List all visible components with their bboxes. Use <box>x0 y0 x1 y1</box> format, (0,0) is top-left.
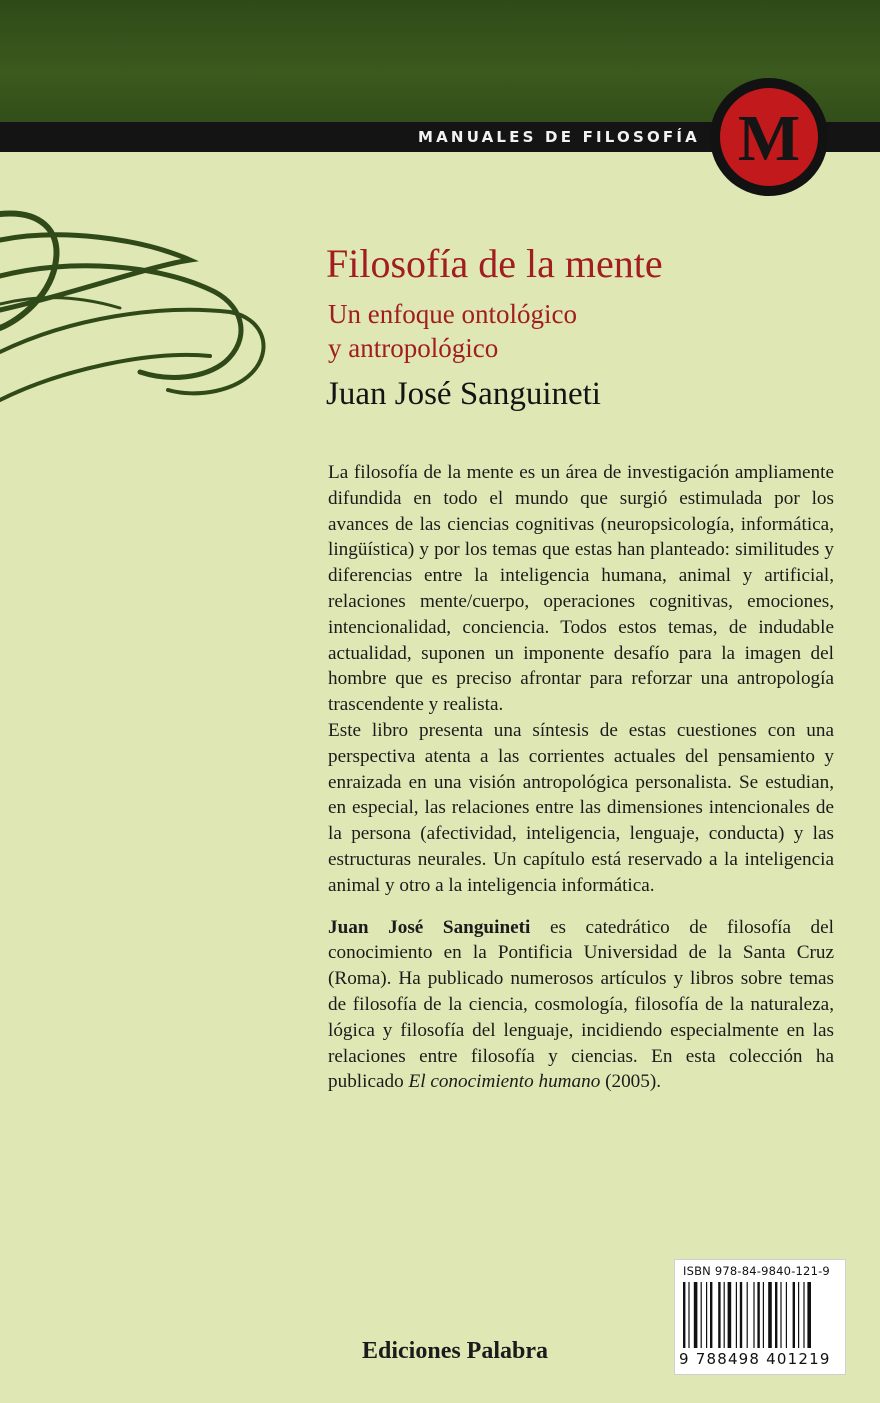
subtitle-line-2: y antropológico <box>328 333 499 363</box>
author-bio <box>328 915 834 1096</box>
publisher-name: Ediciones Palabra <box>362 1338 549 1364</box>
isbn-barcode <box>674 1259 846 1375</box>
book-subtitle <box>328 297 577 365</box>
bio-text: es catedrático de filosofía del conocimiento en la Pontificia Universidad de la Santa Cruz (Roma). Ha publicado numerosos artículos y libros sobre temas de filosofía de la ciencia, cosmología, filosofía de la naturaleza, lógica y filosofía del lenguaje, incidiendo especialmente en las relaciones entre filosofía y ciencias. En esta colección ha publicado <box>328 916 835 1093</box>
logo-letter: M <box>737 102 801 175</box>
blurb-paragraph-2: Este libro presenta una síntesis de estas cuestiones con una perspectiva atenta a las corrientes actuales del pensamiento y enraizada en una visión antropológica personalista. Se estudian, en especial, las relaciones entre las dimensiones intencionales de la persona (afectividad, inteligencia, lenguaje, conducta) y las estructuras neurales. Un capítulo está reservado a la inteligencia animal y otro a la inteligencia informática. <box>328 719 834 896</box>
subtitle-line-1: Un enfoque ontológico <box>328 299 577 329</box>
book-author: Juan José Sanguineti <box>326 376 601 412</box>
series-logo <box>710 78 828 196</box>
bio-author-name: Juan José Sanguineti <box>328 916 531 938</box>
book-blurb <box>328 460 834 1095</box>
logo-red-circle <box>720 88 818 186</box>
blurb-paragraph-1: La filosofía de la mente es un área de investigación ampliamente difundida en todo el mundo que surgió estimulada por los avances de las ciencias cognitivas (neuropsicología, informática, lingüística) y por los temas que estas han planteado: similitudes y diferencias entre la inteligencia humana, animal y artificial, relaciones mente/cuerpo, operaciones cognitivas, emociones, intencionalidad, conciencia. Todos estos temas, de indudable actualidad, suponen un imponente desafío para la imagen del hombre que es preciso afrontar para reforzar una antropología trascendente y realista. <box>328 462 834 716</box>
calligraphic-flourish-icon <box>0 200 280 420</box>
barcode-bars-icon <box>683 1282 837 1348</box>
series-name: MANUALES DE FILOSOFÍA <box>418 128 700 146</box>
bio-text-end: (2005). <box>600 1071 662 1093</box>
ean-digits: 9 788498 401219 <box>679 1350 831 1368</box>
bio-book-title: El conocimiento humano <box>408 1071 601 1093</box>
isbn-label: ISBN 978-84-9840-121-9 <box>683 1264 830 1278</box>
book-title: Filosofía de la mente <box>326 241 663 286</box>
